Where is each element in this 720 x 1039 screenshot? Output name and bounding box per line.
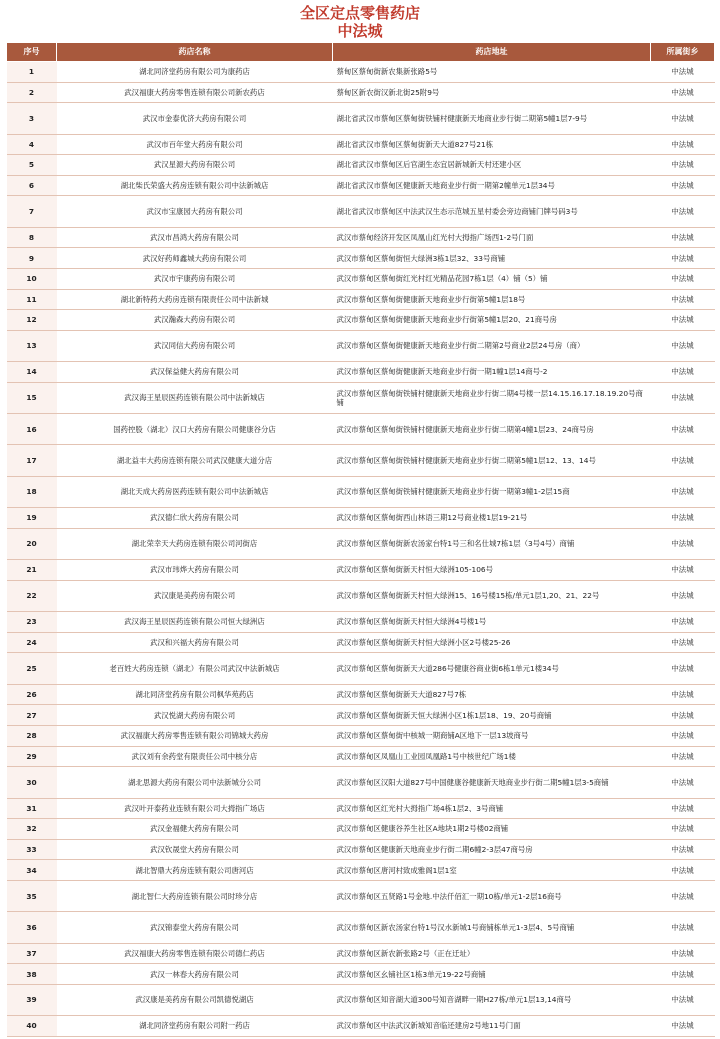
cell-pharmacy-name: 武汉瀚森大药房有限公司 bbox=[57, 310, 333, 331]
cell-pharmacy-name: 武汉金福健大药房有限公司 bbox=[57, 819, 333, 840]
cell-pharmacy-name: 武汉海王星辰医药连锁有限公司中法新城店 bbox=[57, 382, 333, 413]
cell-pharmacy-name: 湖北思源大药房有限公司中法新城分公司 bbox=[57, 767, 333, 798]
cell-street: 中法城 bbox=[651, 476, 715, 507]
cell-pharmacy-address: 武汉市蔡甸经济开发区凤凰山红光村大拇指广场西1-2号门面 bbox=[333, 227, 651, 248]
cell-pharmacy-name: 武汉和兴福大药房有限公司 bbox=[57, 632, 333, 653]
cell-street: 中法城 bbox=[651, 155, 715, 176]
cell-street: 中法城 bbox=[651, 798, 715, 819]
cell-pharmacy-address: 武汉市蔡甸区蔡甸街新天大道827号7栋 bbox=[333, 684, 651, 705]
cell-no: 3 bbox=[7, 103, 57, 134]
cell-pharmacy-address: 武汉市蔡甸区蔡甸街铁铺村健康新天地商业步行街二期第5幢1层12、13、14号 bbox=[333, 445, 651, 476]
cell-pharmacy-address: 武汉市蔡甸区蔡甸街新天村恒大绿洲105-106号 bbox=[333, 560, 651, 581]
cell-street: 中法城 bbox=[651, 705, 715, 726]
cell-pharmacy-address: 湖北省武汉市蔡甸区中法武汉生态示范城五星村委会旁边商铺门牌号码3号 bbox=[333, 196, 651, 227]
cell-pharmacy-address: 武汉市蔡甸区凤凰山工业园凤凰路1号中核世纪广场1楼 bbox=[333, 746, 651, 767]
cell-no: 12 bbox=[7, 310, 57, 331]
cell-street: 中法城 bbox=[651, 175, 715, 196]
table-row bbox=[7, 103, 715, 134]
cell-street: 中法城 bbox=[651, 414, 715, 445]
column-header-address: 药店地址 bbox=[333, 43, 651, 62]
cell-pharmacy-address: 武汉市蔡甸区中法武汉新城知音临还建房2号地11号门面 bbox=[333, 1016, 651, 1037]
cell-no: 28 bbox=[7, 726, 57, 747]
table-row bbox=[7, 1016, 715, 1037]
table-row bbox=[7, 382, 715, 413]
cell-street: 中法城 bbox=[651, 726, 715, 747]
table-row bbox=[7, 528, 715, 559]
cell-pharmacy-address: 武汉市蔡甸区蔡甸街铁铺村健康新天地商业步行街一期第3幢1-2层15商 bbox=[333, 476, 651, 507]
cell-pharmacy-name: 武汉福康大药房零售连锁有限公司德仁药店 bbox=[57, 943, 333, 964]
column-header-name: 药店名称 bbox=[57, 43, 333, 62]
cell-no: 26 bbox=[7, 684, 57, 705]
column-header-street: 所属街乡 bbox=[651, 43, 715, 62]
cell-pharmacy-address: 武汉市蔡甸区蔡甸街铁铺村健康新天地商业步行街二期第4幢1层23、24商号房 bbox=[333, 414, 651, 445]
cell-pharmacy-name: 武汉钦晟堂大药房有限公司 bbox=[57, 839, 333, 860]
cell-no: 37 bbox=[7, 943, 57, 964]
cell-pharmacy-name: 湖北同济堂药房有限公司附一药店 bbox=[57, 1016, 333, 1037]
cell-pharmacy-name: 武汉市金泰优济大药房有限公司 bbox=[57, 103, 333, 134]
page-subtitle: 中法城 bbox=[337, 22, 383, 40]
table-row bbox=[7, 746, 715, 767]
cell-no: 36 bbox=[7, 912, 57, 943]
cell-pharmacy-address: 武汉市蔡甸区五贤路1号金地.中法仟佰汇一期10栋/单元1-2层16商号 bbox=[333, 880, 651, 911]
cell-no: 22 bbox=[7, 580, 57, 611]
cell-pharmacy-address: 武汉市蔡甸区蔡甸街新天恒大绿洲小区1栋1层18、19、20号商铺 bbox=[333, 705, 651, 726]
table-row bbox=[7, 62, 715, 83]
cell-pharmacy-name: 武汉市玮烨大药房有限公司 bbox=[57, 560, 333, 581]
table-row bbox=[7, 612, 715, 633]
table-row bbox=[7, 248, 715, 269]
cell-pharmacy-address: 武汉市蔡甸区健康新天地商业步行街二期6幢2-3层47商号房 bbox=[333, 839, 651, 860]
cell-pharmacy-address: 武汉市蔡甸区蔡甸街新天村恒大绿洲4号楼1号 bbox=[333, 612, 651, 633]
cell-pharmacy-address: 湖北省武汉市蔡甸区后官湖生态宜居新城新天村还建小区 bbox=[333, 155, 651, 176]
cell-street: 中法城 bbox=[651, 1016, 715, 1037]
cell-pharmacy-name: 武汉锦泰堂大药房有限公司 bbox=[57, 912, 333, 943]
cell-street: 中法城 bbox=[651, 196, 715, 227]
column-header-no: 序号 bbox=[7, 43, 57, 62]
cell-no: 40 bbox=[7, 1016, 57, 1037]
cell-no: 9 bbox=[7, 248, 57, 269]
cell-street: 中法城 bbox=[651, 964, 715, 985]
cell-no: 7 bbox=[7, 196, 57, 227]
cell-no: 27 bbox=[7, 705, 57, 726]
table-row bbox=[7, 508, 715, 529]
cell-pharmacy-address: 武汉市蔡甸区蔡甸街铁铺村健康新天地商业步行街二期4号楼一层14.15.16.17.18.19.20号商铺 bbox=[333, 382, 651, 413]
cell-no: 29 bbox=[7, 746, 57, 767]
cell-pharmacy-name: 老百姓大药房连锁（湖北）有限公司武汉中法新城店 bbox=[57, 653, 333, 684]
cell-pharmacy-address: 武汉市蔡甸区知音湖大道300号知音湖畔一期H27栋/单元1层13,14商号 bbox=[333, 984, 651, 1015]
cell-pharmacy-address: 武汉市蔡甸区唐河村致成雅阁1层1室 bbox=[333, 860, 651, 881]
cell-street: 中法城 bbox=[651, 580, 715, 611]
table-row bbox=[7, 134, 715, 155]
cell-street: 中法城 bbox=[651, 819, 715, 840]
cell-pharmacy-address: 武汉市蔡甸区蔡甸街健康新天地商业步行街第5幢1层18号 bbox=[333, 289, 651, 310]
cell-no: 38 bbox=[7, 964, 57, 985]
cell-street: 中法城 bbox=[651, 880, 715, 911]
cell-pharmacy-address: 湖北省武汉市蔡甸区健康新天地商业步行街一期第2幢单元1层34号 bbox=[333, 175, 651, 196]
cell-no: 15 bbox=[7, 382, 57, 413]
cell-no: 16 bbox=[7, 414, 57, 445]
table-row bbox=[7, 705, 715, 726]
cell-street: 中法城 bbox=[651, 528, 715, 559]
cell-pharmacy-address: 武汉市蔡甸区蔡甸街健康新天地商业步行街二期第2号商业2层24号房（商） bbox=[333, 330, 651, 361]
cell-street: 中法城 bbox=[651, 943, 715, 964]
cell-pharmacy-name: 湖北智仁大药房连锁有限公司时珍分店 bbox=[57, 880, 333, 911]
table-row bbox=[7, 912, 715, 943]
cell-pharmacy-address: 武汉市蔡甸区蔡甸街新天村恒大绿洲小区2号楼25-26 bbox=[333, 632, 651, 653]
cell-no: 14 bbox=[7, 362, 57, 383]
cell-street: 中法城 bbox=[651, 984, 715, 1015]
cell-street: 中法城 bbox=[651, 227, 715, 248]
table-row bbox=[7, 860, 715, 881]
table-row bbox=[7, 560, 715, 581]
cell-pharmacy-address: 武汉市蔡甸区健康谷养生社区A地块1期2号楼02商铺 bbox=[333, 819, 651, 840]
cell-no: 31 bbox=[7, 798, 57, 819]
cell-street: 中法城 bbox=[651, 362, 715, 383]
cell-pharmacy-name: 武汉福康大药房零售连锁有限公司新农药店 bbox=[57, 82, 333, 103]
cell-street: 中法城 bbox=[651, 560, 715, 581]
table-row bbox=[7, 362, 715, 383]
table-row bbox=[7, 767, 715, 798]
cell-street: 中法城 bbox=[651, 382, 715, 413]
page-title: 全区定点零售药店 bbox=[299, 4, 420, 22]
cell-pharmacy-address: 湖北省武汉市蔡甸区蔡甸街铁铺村健康新天地商业步行街二期第5幢1层7-9号 bbox=[333, 103, 651, 134]
cell-street: 中法城 bbox=[651, 445, 715, 476]
cell-no: 25 bbox=[7, 653, 57, 684]
cell-street: 中法城 bbox=[651, 62, 715, 83]
cell-street: 中法城 bbox=[651, 860, 715, 881]
cell-no: 2 bbox=[7, 82, 57, 103]
cell-no: 11 bbox=[7, 289, 57, 310]
table-row bbox=[7, 580, 715, 611]
table-row bbox=[7, 289, 715, 310]
cell-pharmacy-name: 武汉市宇康药房有限公司 bbox=[57, 268, 333, 289]
table-row bbox=[7, 726, 715, 747]
cell-street: 中法城 bbox=[651, 134, 715, 155]
cell-pharmacy-name: 武汉福康大药房零售连锁有限公司锦城大药房 bbox=[57, 726, 333, 747]
table-row bbox=[7, 839, 715, 860]
cell-pharmacy-name: 湖北益丰大药房连锁有限公司武汉健康大道分店 bbox=[57, 445, 333, 476]
cell-pharmacy-name: 武汉好药师鑫城大药房有限公司 bbox=[57, 248, 333, 269]
table-row bbox=[7, 82, 715, 103]
cell-no: 39 bbox=[7, 984, 57, 1015]
table-row bbox=[7, 880, 715, 911]
cell-pharmacy-name: 湖北天成大药房医药连锁有限公司中法新城店 bbox=[57, 476, 333, 507]
cell-pharmacy-address: 武汉市蔡甸区蔡甸街健康新天地商业步行街第5幢1层20、21商号房 bbox=[333, 310, 651, 331]
cell-no: 1 bbox=[7, 62, 57, 83]
table-row bbox=[7, 632, 715, 653]
cell-no: 24 bbox=[7, 632, 57, 653]
table-body bbox=[7, 62, 715, 1037]
cell-no: 18 bbox=[7, 476, 57, 507]
table-row bbox=[7, 175, 715, 196]
cell-pharmacy-address: 武汉市蔡甸区新农新张路2号（正在迁址） bbox=[333, 943, 651, 964]
cell-pharmacy-name: 武汉保益健大药房有限公司 bbox=[57, 362, 333, 383]
cell-pharmacy-address: 武汉市蔡甸区蔡甸街新农汤家台特1号三和名仕城7栋1层（3号4号）商铺 bbox=[333, 528, 651, 559]
cell-no: 23 bbox=[7, 612, 57, 633]
cell-street: 中法城 bbox=[651, 746, 715, 767]
cell-pharmacy-name: 武汉市百年堂大药房有限公司 bbox=[57, 134, 333, 155]
table-row bbox=[7, 684, 715, 705]
cell-pharmacy-address: 武汉市蔡甸区蔡甸街恒大绿洲3栋1层32、33号商铺 bbox=[333, 248, 651, 269]
cell-street: 中法城 bbox=[651, 767, 715, 798]
cell-pharmacy-address: 蔡甸区新农街汉新北街25附9号 bbox=[333, 82, 651, 103]
cell-street: 中法城 bbox=[651, 310, 715, 331]
table-row bbox=[7, 414, 715, 445]
cell-pharmacy-address: 湖北省武汉市蔡甸区蔡甸街新天大道827号21栋 bbox=[333, 134, 651, 155]
table-row bbox=[7, 819, 715, 840]
page-header bbox=[0, 0, 720, 44]
table-row bbox=[7, 984, 715, 1015]
cell-no: 17 bbox=[7, 445, 57, 476]
cell-no: 35 bbox=[7, 880, 57, 911]
cell-pharmacy-name: 国药控股（湖北）汉口大药房有限公司健康谷分店 bbox=[57, 414, 333, 445]
cell-street: 中法城 bbox=[651, 839, 715, 860]
table-row bbox=[7, 445, 715, 476]
cell-no: 13 bbox=[7, 330, 57, 361]
cell-no: 20 bbox=[7, 528, 57, 559]
cell-pharmacy-name: 湖北同济堂药房有限公司为康药店 bbox=[57, 62, 333, 83]
cell-no: 33 bbox=[7, 839, 57, 860]
cell-pharmacy-address: 武汉市蔡甸区蔡甸街新天大道286号健康谷商业街6栋1单元1楼34号 bbox=[333, 653, 651, 684]
table-row bbox=[7, 227, 715, 248]
cell-pharmacy-name: 武汉市宝康园大药房有限公司 bbox=[57, 196, 333, 227]
cell-pharmacy-address: 武汉市蔡甸区红光村大拇指广场4栋1层2、3号商铺 bbox=[333, 798, 651, 819]
cell-no: 19 bbox=[7, 508, 57, 529]
table-row bbox=[7, 268, 715, 289]
cell-pharmacy-address: 武汉市蔡甸区蔡甸街新天村恒大绿洲15、16号楼15栋/单元1层1,20、21、22号 bbox=[333, 580, 651, 611]
cell-pharmacy-name: 武汉市昌鸿大药房有限公司 bbox=[57, 227, 333, 248]
cell-street: 中法城 bbox=[651, 330, 715, 361]
table-row bbox=[7, 196, 715, 227]
cell-street: 中法城 bbox=[651, 268, 715, 289]
cell-pharmacy-address: 蔡甸区蔡甸街新农集新张路5号 bbox=[333, 62, 651, 83]
cell-pharmacy-address: 武汉市蔡甸区幺铺社区1栋3单元19-22号商铺 bbox=[333, 964, 651, 985]
cell-street: 中法城 bbox=[651, 508, 715, 529]
cell-street: 中法城 bbox=[651, 684, 715, 705]
pharmacy-table bbox=[6, 42, 715, 1037]
cell-no: 30 bbox=[7, 767, 57, 798]
cell-pharmacy-name: 湖北同济堂药房有限公司枫华苑药店 bbox=[57, 684, 333, 705]
cell-pharmacy-name: 武汉刘有余药堂有限责任公司中核分店 bbox=[57, 746, 333, 767]
cell-pharmacy-address: 武汉市蔡甸区蔡甸街红光村红光精品花园7栋1层（4）铺（5）铺 bbox=[333, 268, 651, 289]
cell-no: 8 bbox=[7, 227, 57, 248]
table-row bbox=[7, 155, 715, 176]
cell-pharmacy-address: 武汉市蔡甸区新农汤家台特1号汉水新城1号商铺栋单元1-3层4、5号商铺 bbox=[333, 912, 651, 943]
cell-pharmacy-name: 武汉一林春大药房有限公司 bbox=[57, 964, 333, 985]
cell-pharmacy-address: 武汉市蔡甸区蔡甸街中核城一期商铺A区地下一层13坡商号 bbox=[333, 726, 651, 747]
table-row bbox=[7, 798, 715, 819]
cell-pharmacy-name: 武汉德仁欣大药房有限公司 bbox=[57, 508, 333, 529]
cell-street: 中法城 bbox=[651, 82, 715, 103]
cell-street: 中法城 bbox=[651, 289, 715, 310]
cell-pharmacy-name: 武汉同信大药房有限公司 bbox=[57, 330, 333, 361]
cell-street: 中法城 bbox=[651, 912, 715, 943]
cell-pharmacy-address: 武汉市蔡甸区蔡甸街西山林语三期12号商业楼1层19-21号 bbox=[333, 508, 651, 529]
table-row bbox=[7, 964, 715, 985]
cell-pharmacy-name: 武汉康是美药房有限公司 bbox=[57, 580, 333, 611]
cell-no: 5 bbox=[7, 155, 57, 176]
cell-pharmacy-name: 湖北柴氏荣盛大药房连锁有限公司中法新城店 bbox=[57, 175, 333, 196]
table-row bbox=[7, 476, 715, 507]
cell-street: 中法城 bbox=[651, 248, 715, 269]
table-row bbox=[7, 943, 715, 964]
cell-pharmacy-name: 武汉康是美药房有限公司凯德悦湖店 bbox=[57, 984, 333, 1015]
cell-pharmacy-name: 湖北智鼎大药房连锁有限公司唐河店 bbox=[57, 860, 333, 881]
cell-no: 4 bbox=[7, 134, 57, 155]
cell-no: 34 bbox=[7, 860, 57, 881]
cell-pharmacy-name: 武汉悦湖大药房有限公司 bbox=[57, 705, 333, 726]
table-header-row bbox=[7, 43, 715, 62]
table-row bbox=[7, 653, 715, 684]
table-row bbox=[7, 310, 715, 331]
table-row bbox=[7, 330, 715, 361]
cell-pharmacy-name: 湖北荣幸天大药房连锁有限公司河街店 bbox=[57, 528, 333, 559]
cell-street: 中法城 bbox=[651, 632, 715, 653]
cell-no: 32 bbox=[7, 819, 57, 840]
cell-no: 21 bbox=[7, 560, 57, 581]
cell-no: 10 bbox=[7, 268, 57, 289]
cell-no: 6 bbox=[7, 175, 57, 196]
cell-pharmacy-address: 武汉市蔡甸区汉阳大道827号中国健康谷健康新天地商业步行街二期5幢1层3-5商铺 bbox=[333, 767, 651, 798]
cell-street: 中法城 bbox=[651, 612, 715, 633]
cell-pharmacy-name: 武汉星源大药房有限公司 bbox=[57, 155, 333, 176]
cell-pharmacy-address: 武汉市蔡甸区蔡甸街健康新天地商业步行街一期1幢1层14商号-2 bbox=[333, 362, 651, 383]
cell-street: 中法城 bbox=[651, 653, 715, 684]
cell-pharmacy-name: 武汉叶开泰药业连锁有限公司大拇指广场店 bbox=[57, 798, 333, 819]
cell-street: 中法城 bbox=[651, 103, 715, 134]
cell-pharmacy-name: 武汉海王星辰医药连锁有限公司恒大绿洲店 bbox=[57, 612, 333, 633]
cell-pharmacy-name: 湖北新特药大药房连锁有限责任公司中法新城 bbox=[57, 289, 333, 310]
